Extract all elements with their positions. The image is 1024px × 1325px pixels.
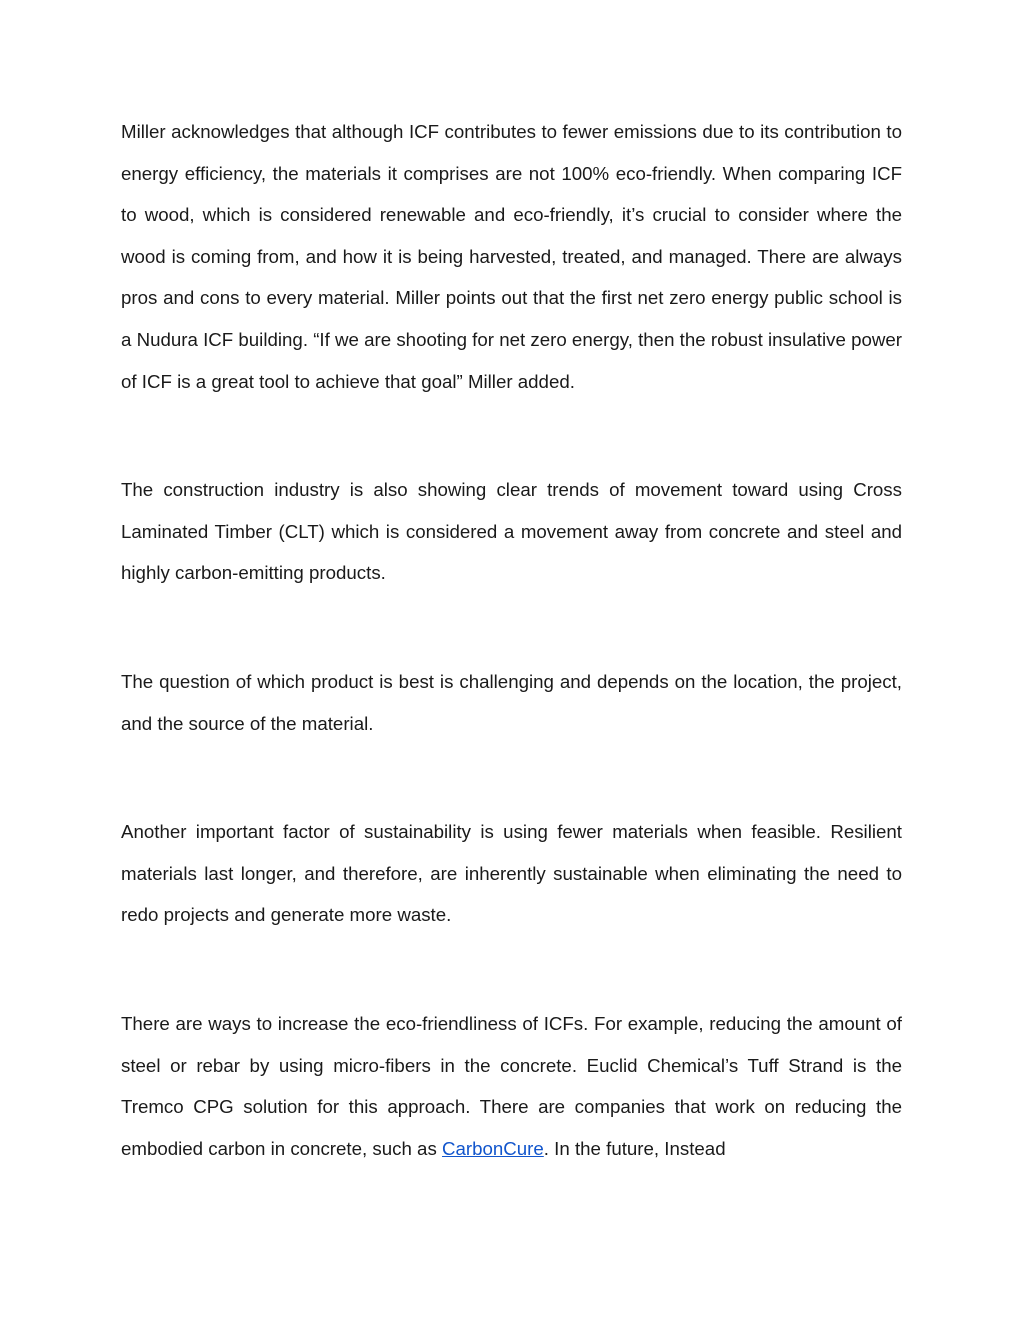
paragraph-clt-trend: The construction industry is also showing clear trends of movement toward using Cross Laminated Timber (CLT) which is considered a movement away from concrete and steel and highly carbon-emitting products. [121, 479, 902, 584]
paragraph-fewer-materials: Another important factor of sustainability is using fewer materials when feasible. Resilient materials last longer, and therefore, are inherently sustainable when eliminating the need to redo projects and generate more waste. [121, 821, 902, 926]
carboncure-link[interactable]: CarbonCure [442, 1137, 544, 1159]
paragraph-icf-emissions: Miller acknowledges that although ICF contributes to fewer emissions due to its contribution to energy efficiency, the materials it comprises are not 100% eco-friendly. When comparing ICF to wood, which is considered renewable and eco-friendly, it’s crucial to consider where the wood is coming from, and how it is being harvested, treated, and managed. There are always pros and cons to every material. Miller points out that the first net zero energy public school is a Nudura ICF building. “If we are shooting for net zero energy, then the robust insulative power of ICF is a great tool to achieve that goal” Miller added. [121, 121, 902, 392]
paragraph-best-product: The question of which product is best is challenging and depends on the location, the project, and the source of the material. [121, 670, 902, 734]
paragraph-eco-text-after-link: . In the future, Instead [543, 1137, 726, 1159]
document-page [121, 111, 902, 1169]
paragraph-eco-text-before-link: There are ways to increase the eco-friendliness of ICFs. For example, reducing the amount of steel or rebar by using micro-fibers in the concrete. Euclid Chemical’s Tuff Strand is the Tremco CPG solution for this approach. There are companies that work on reducing the embodied carbon in concrete, such as [121, 1012, 902, 1159]
paragraph-eco-friendliness [121, 1003, 902, 1169]
